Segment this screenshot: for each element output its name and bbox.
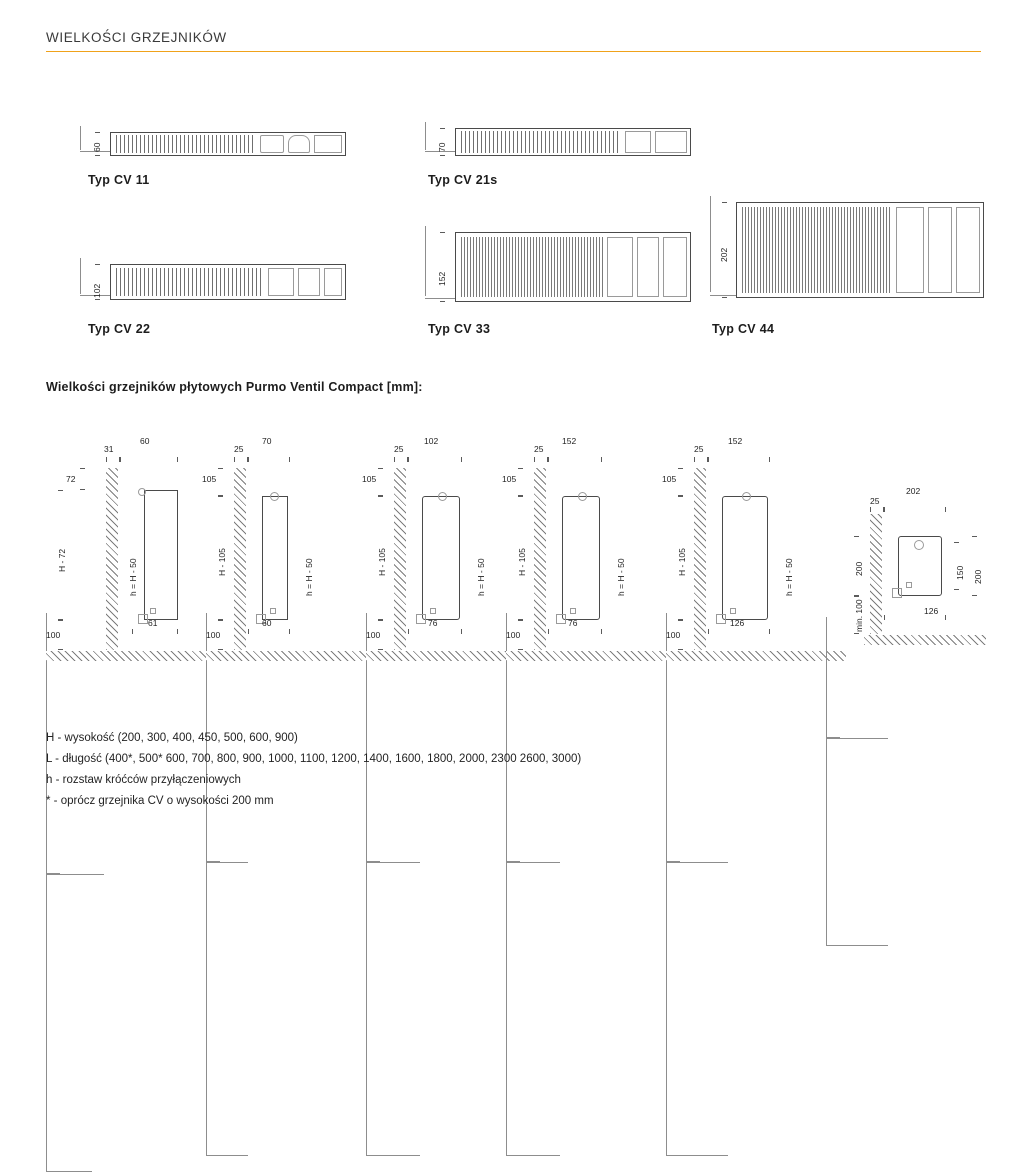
- caption-cv44: Typ CV 44: [712, 322, 775, 336]
- dim-center-cv21s: h = H - 50: [304, 558, 314, 596]
- legend-item-footnote: * - oprócz grzejnika CV o wysokości 200 mm: [46, 795, 274, 807]
- dim-offset-detail: 25: [870, 496, 880, 506]
- dim-offset-cv33: 25: [534, 444, 544, 454]
- header-divider: [46, 51, 981, 52]
- dim-offset-cv21s: 25: [234, 444, 244, 454]
- diagram-detail-cv44: [826, 486, 986, 656]
- legend-item-l: L - długość (400*, 500* 600, 700, 800, 900, 1000, 1100, 1200, 1400, 1600, 1800, 2000, 2300 2600, 3000): [46, 753, 582, 765]
- caption-cv11: Typ CV 11: [88, 173, 150, 187]
- section-subtitle: Wielkości grzejników płytowych Purmo Ventil Compact [mm]:: [46, 380, 423, 394]
- page-header: [0, 0, 1027, 52]
- dim-depth-side-cv33: 152: [562, 436, 577, 446]
- dim-inner-height-detail: 150: [955, 565, 965, 580]
- legend-item-h: H - wysokość (200, 300, 400, 450, 500, 600, 900): [46, 732, 298, 744]
- dim-depth-side-cv21s: 70: [262, 436, 272, 446]
- diagram-side-cv21s: [202, 430, 386, 665]
- dim-height-cv11: H - 72: [57, 548, 67, 572]
- dim-center-cv33: h = H - 50: [616, 558, 626, 596]
- dim-base-cv11: 61: [148, 618, 158, 628]
- dim-bottom-cv33: 100: [506, 630, 521, 640]
- dim-base-cv22: 76: [428, 618, 438, 628]
- diagram-top-cv11: [80, 126, 360, 172]
- diagram-top-cv22: [80, 258, 360, 308]
- legend: [46, 728, 946, 812]
- dim-min-floor-detail: min. 100: [854, 599, 864, 632]
- dim-height-cv21s: H - 105: [217, 548, 227, 576]
- dim-offset-cv22: 25: [394, 444, 404, 454]
- dim-depth-cv44: 202: [719, 247, 729, 262]
- dim-offset-cv11: 31: [104, 444, 114, 454]
- dim-center-cv11: h = H - 50: [128, 558, 138, 596]
- dim-center-cv22: h = H - 50: [476, 558, 486, 596]
- dim-height-detail: 200: [854, 561, 864, 576]
- diagram-side-cv11: [46, 430, 216, 665]
- diagram-top-cv33: [425, 226, 705, 310]
- diagram-side-cv33: [502, 430, 686, 665]
- dim-height-cv44: H - 105: [677, 548, 687, 576]
- dim-bottom-cv44: 100: [666, 630, 681, 640]
- dim-depth-side-cv22: 102: [424, 436, 439, 446]
- dim-center-cv44: h = H - 50: [784, 558, 794, 596]
- dim-top-cv44: 105: [662, 474, 677, 484]
- dim-depth-side-cv11: 60: [140, 436, 150, 446]
- dim-bottom-cv22: 100: [366, 630, 381, 640]
- legend-item-h-small: h - rozstaw króćców przyłączeniowych: [46, 774, 241, 786]
- dim-top-cv22: 105: [362, 474, 377, 484]
- dim-base-cv44: 126: [730, 618, 745, 628]
- dim-depth-detail: 202: [906, 486, 921, 496]
- dim-top-cv21s: 105: [202, 474, 217, 484]
- dim-depth-side-cv44: 152: [728, 436, 743, 446]
- caption-cv22: Typ CV 22: [88, 322, 151, 336]
- caption-cv33: Typ CV 33: [428, 322, 491, 336]
- dim-offset-cv44: 25: [694, 444, 704, 454]
- caption-cv21s: Typ CV 21s: [428, 173, 498, 187]
- dim-right-height-detail: 200: [973, 569, 983, 584]
- dim-bottom-cv21s: 100: [206, 630, 221, 640]
- dim-depth-cv33: 152: [437, 271, 447, 286]
- dim-top-cv11: 72: [66, 474, 76, 484]
- diagram-top-cv44: [710, 196, 990, 308]
- diagram-top-cv21s: [425, 122, 705, 172]
- dim-base-cv21s: 60: [262, 618, 272, 628]
- dim-depth-cv21s: 70: [437, 142, 447, 152]
- dim-base-cv33: 76: [568, 618, 578, 628]
- dim-base-detail: 126: [924, 606, 939, 616]
- page-title: WIELKOŚCI GRZEJNIKÓW: [46, 30, 227, 45]
- dim-height-cv33: H - 105: [517, 548, 527, 576]
- dim-height-cv22: H - 105: [377, 548, 387, 576]
- dim-bottom-cv11: 100: [46, 630, 61, 640]
- dim-top-cv33: 105: [502, 474, 517, 484]
- dim-depth-cv22: 102: [92, 283, 102, 298]
- diagram-side-cv44: [662, 430, 846, 665]
- dim-depth-cv11: 60: [92, 142, 102, 152]
